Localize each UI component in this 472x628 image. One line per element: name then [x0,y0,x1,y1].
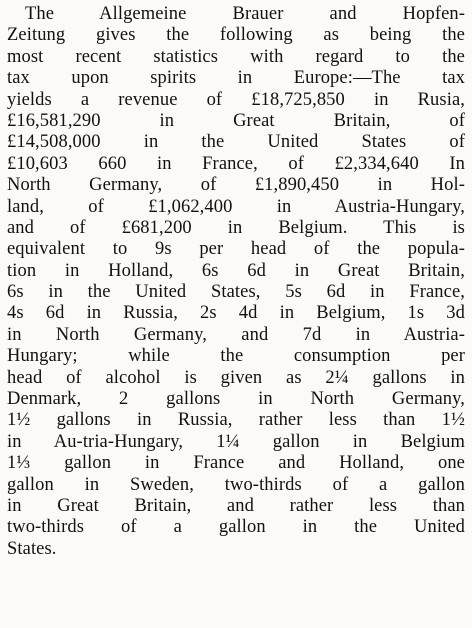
article-line: 4s 6d in Russia, 2s 4d in Belgium, 1s 3d [7,303,465,324]
article-line: in Great Britain, and rather less than [7,495,465,516]
article-line: £16,581,290 in Great Britain, of [7,110,465,131]
article-line: head of alcohol is given as 2¼ gallons in [7,367,465,388]
article-line: in Au-tria-Hungary, 1¼ gallon in Belgium [7,431,465,452]
article-line: Hungary; while the consumption per [7,346,465,367]
article-line: most recent statistics with regard to the [7,46,465,67]
article-line: The Allgemeine Brauer and Hopfen- [25,4,465,24]
article-line: tax upon spirits in Europe:—The tax [7,68,465,89]
article-line: 1⅓ gallon in France and Holland, one [7,453,465,474]
article-line: tion in Holland, 6s 6d in Great Britain, [7,260,465,281]
article-line: equivalent to 9s per head of the popula- [7,239,465,260]
article-line: 1½ gallons in Russia, rather less than 1½ [7,410,465,431]
article-line: North Germany, of £1,890,450 in Hol- [7,175,465,196]
article-line: Zeitung gives the following as being the [7,25,465,46]
article-line: land, of £1,062,400 in Austria-Hungary, [7,196,465,217]
article-line: yields a revenue of £18,725,850 in Rusia, [7,89,465,110]
article-line: States. [7,538,57,559]
article-body [7,4,465,560]
article-line: £14,508,000 in the United States of [7,132,465,153]
article-line: Denmark, 2 gallons in North Germany, [7,389,465,410]
article-line: £10,603 660 in France, of £2,334,640 In [7,153,465,174]
article-line: and of £681,200 in Belgium. This is [7,217,465,238]
article-line: in North Germany, and 7d in Austria- [7,324,465,345]
article-line: 6s in the United States, 5s 6d in France, [7,282,465,303]
article-line: gallon in Sweden, two-thirds of a gallon [7,474,465,495]
article-line: two-thirds of a gallon in the United [7,517,465,538]
